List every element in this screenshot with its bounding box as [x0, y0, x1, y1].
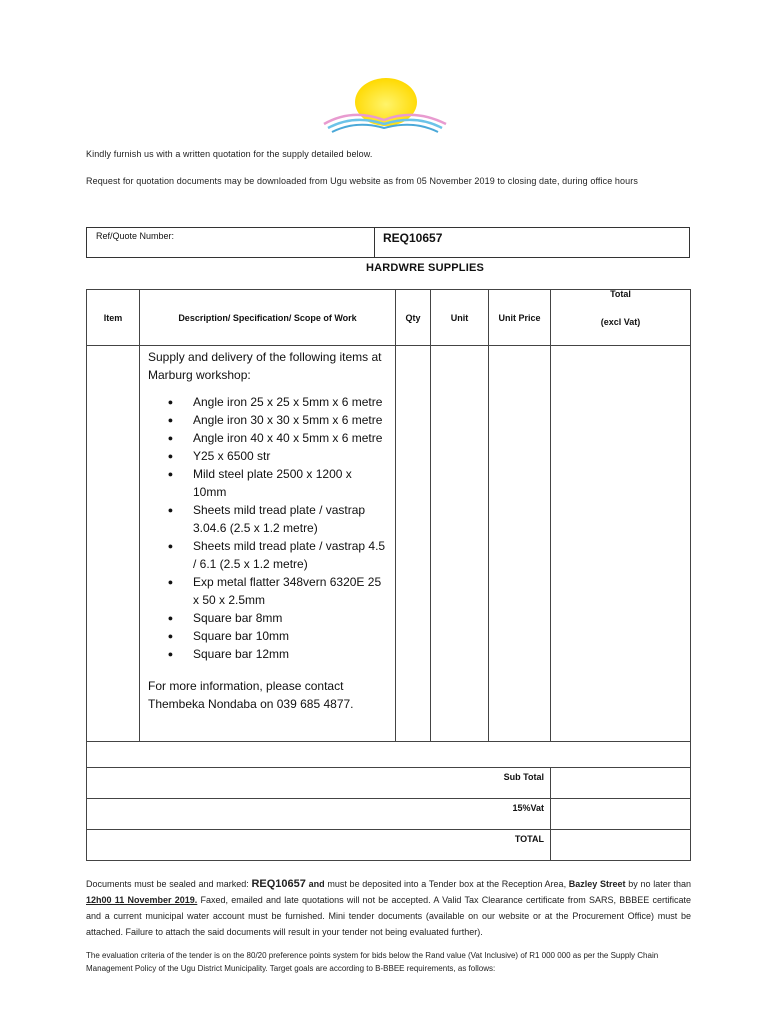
vat-value [551, 799, 691, 830]
footer-text: by no later than [625, 879, 692, 889]
footer-and: and [305, 879, 325, 889]
list-item-text: Sheets mild tread plate / vastrap 4.5 / 6.1 (2.5 x 1.2 metre) [193, 539, 386, 571]
header-unit-price: Unit Price [489, 290, 551, 346]
empty-cell [87, 742, 691, 768]
list-item [148, 429, 387, 447]
qty-cell [396, 346, 431, 742]
vat-row [87, 799, 691, 830]
item-list [148, 393, 387, 663]
header-total [551, 290, 691, 346]
list-item-text: Angle iron 40 x 40 x 5mm x 6 metre [193, 431, 383, 445]
vat-label: 15%Vat [87, 799, 551, 830]
description-intro: Supply and delivery of the following items at Marburg workshop: [148, 350, 382, 382]
quotation-table [86, 289, 691, 861]
ref-quote-label: Ref/Quote Number: [87, 228, 375, 257]
bullet-icon: ● [167, 505, 174, 515]
bullet-icon: ● [167, 631, 174, 641]
sub-total-value [551, 768, 691, 799]
footer-ref-number: REQ10657 [251, 878, 306, 890]
sub-total-row [87, 768, 691, 799]
list-item [148, 393, 387, 411]
total-row [87, 830, 691, 861]
list-item [148, 447, 387, 465]
list-item [148, 609, 387, 627]
bullet-icon: ● [167, 415, 174, 425]
list-item-text: Square bar 12mm [193, 647, 290, 661]
list-item [148, 537, 387, 573]
list-item [148, 501, 387, 537]
table-row [87, 742, 691, 768]
list-item [148, 645, 387, 663]
table-header-row [87, 290, 691, 346]
header-item: Item [87, 290, 140, 346]
list-item [148, 573, 387, 609]
bullet-icon: ● [167, 397, 174, 407]
total-value [551, 830, 691, 861]
list-item-text: Square bar 10mm [193, 629, 290, 643]
list-item [148, 627, 387, 645]
bullet-icon: ● [167, 577, 174, 587]
submission-instructions [86, 876, 691, 940]
intro-line-2: Request for quotation documents may be downloaded from Ugu website as from 05 November 2019 to closing date, during office hours [86, 176, 638, 186]
list-item [148, 411, 387, 429]
bullet-icon: ● [167, 649, 174, 659]
evaluation-criteria: The evaluation criteria of the tender is on the 80/20 preference points system for bids below the Rand value (Vat Inclusive) of R1 000 000 as per the Supply Chain Management Policy of the Ugu District Municipality. Target goals are according to B-BBEE requirements, as follows: [86, 951, 659, 973]
total-cell [551, 346, 691, 742]
header-excl-vat-label: (excl Vat) [600, 316, 641, 327]
footer-text: Faxed, emailed and late quotations will not be accepted. A Valid Tax Clearance certificate from SARS, BBBEE certificate and a current municipal water account must be furnished. Mini tender documents (available on our website or at the Procurement Office) must be attached. Failure to attach the said documents will result in your tender not being evaluated further). [86, 895, 692, 937]
list-item-text: Y25 x 6500 str [193, 449, 271, 463]
total-label: TOTAL [87, 830, 551, 861]
item-cell [87, 346, 140, 742]
header-total-label: Total [610, 288, 631, 299]
footer-text: must be deposited into a Tender box at the Reception Area, [324, 879, 569, 889]
footer-text: Documents must be sealed and marked: [86, 879, 252, 889]
bullet-icon: ● [167, 433, 174, 443]
section-title: HARDWRE SUPPLIES [365, 262, 485, 274]
list-item-text: Mild steel plate 2500 x 1200 x 10mm [193, 467, 352, 499]
bullet-icon: ● [167, 469, 174, 479]
header-qty: Qty [396, 290, 431, 346]
description-cell [140, 346, 396, 742]
unit-price-cell [489, 346, 551, 742]
header-description: Description/ Specification/ Scope of Work [140, 290, 396, 346]
list-item-text: Sheets mild tread plate / vastrap 3.04.6 (2.5 x 1.2 metre) [193, 503, 366, 535]
ref-quote-value: REQ10657 [383, 231, 443, 245]
list-item-text: Angle iron 30 x 30 x 5mm x 6 metre [193, 413, 383, 427]
bullet-icon: ● [167, 613, 174, 623]
footer-deadline: 12h00 11 November 2019. [86, 895, 198, 905]
list-item [148, 465, 387, 501]
intro-line-1: Kindly furnish us with a written quotation for the supply detailed below. [86, 149, 373, 159]
sub-total-label: Sub Total [87, 768, 551, 799]
ref-quote-box [86, 227, 690, 258]
list-item-text: Square bar 8mm [193, 611, 283, 625]
unit-cell [431, 346, 489, 742]
contact-text: For more information, please contact Thembeka Nondaba on 039 685 4877. [148, 679, 354, 711]
bullet-icon: ● [167, 451, 174, 461]
list-item-text: Exp metal flatter 348vern 6320E 25 x 50 x 2.5mm [193, 575, 382, 607]
list-item-text: Angle iron 25 x 25 x 5mm x 6 metre [193, 395, 383, 409]
footer-street: Bazley Street [568, 879, 626, 889]
ugu-logo [322, 78, 448, 134]
bullet-icon: ● [167, 541, 174, 551]
header-unit: Unit [431, 290, 489, 346]
table-row [87, 346, 691, 742]
